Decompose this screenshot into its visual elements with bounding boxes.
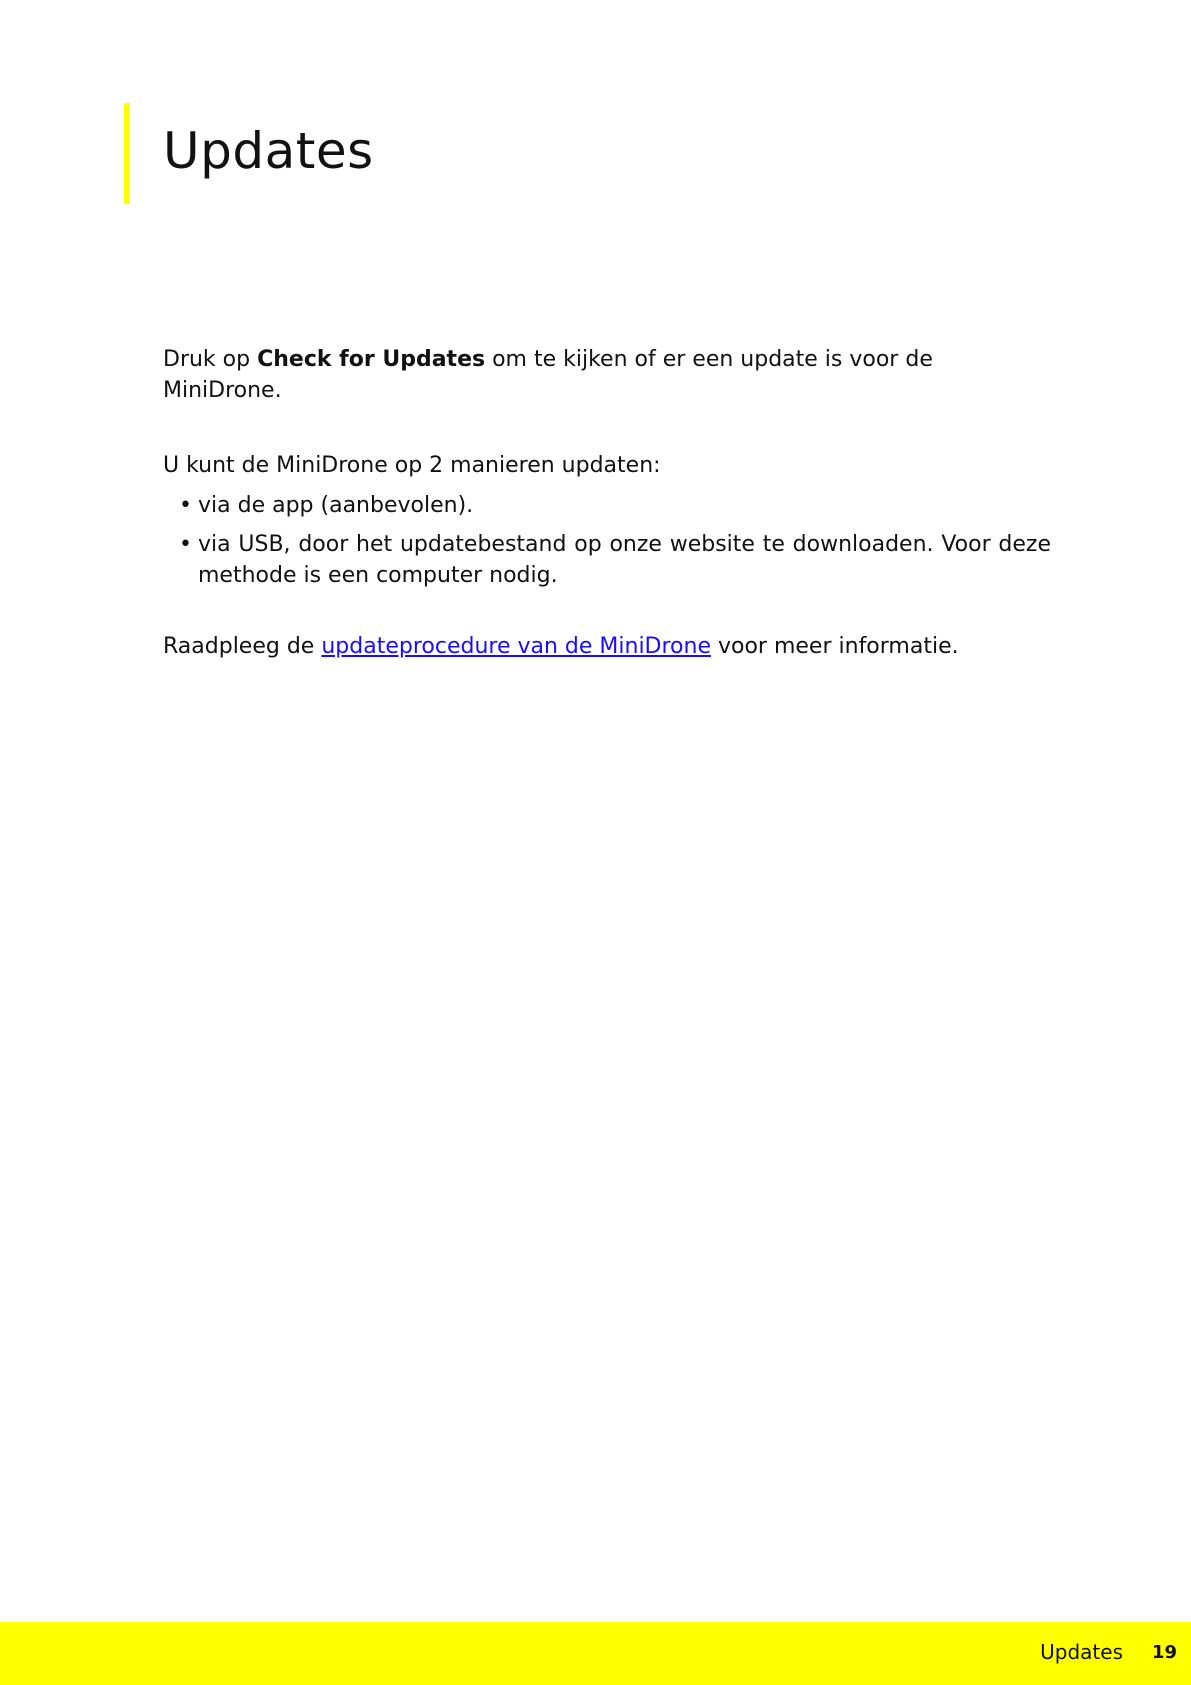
- list-item: [163, 490, 1051, 521]
- reference-paragraph: [163, 631, 1051, 662]
- page-number: 19: [1151, 1642, 1177, 1663]
- intro-paragraph: [163, 344, 1051, 406]
- methods-list: [163, 490, 1051, 591]
- page-footer: [0, 1622, 1191, 1685]
- bullet-icon: •: [179, 532, 192, 557]
- title-accent-bar: [124, 103, 130, 204]
- check-for-updates-label: Check for Updates: [257, 347, 486, 372]
- methods-intro: U kunt de MiniDrone op 2 manieren updaten:: [163, 453, 661, 478]
- page-title: Updates: [163, 122, 374, 180]
- footer-section-title: Updates: [1040, 1640, 1123, 1664]
- intro-text-after: om te kijken of er een update is voor de MiniDrone.: [163, 347, 933, 403]
- list-item-text: via de app (aanbevolen).: [198, 493, 474, 518]
- intro-text-before: Druk op: [163, 347, 258, 372]
- page-content: [163, 344, 1051, 662]
- list-item-text: via USB, door het updatebestand op onze website te downloaden. Voor deze methode is een computer nodig.: [198, 532, 1051, 588]
- bullet-icon: •: [179, 493, 192, 518]
- reference-text-after: voor meer informatie.: [711, 634, 959, 659]
- reference-text-before: Raadpleeg de: [163, 634, 322, 659]
- list-item: [163, 529, 1051, 591]
- update-procedure-link[interactable]: updateprocedure van de MiniDrone: [321, 634, 711, 659]
